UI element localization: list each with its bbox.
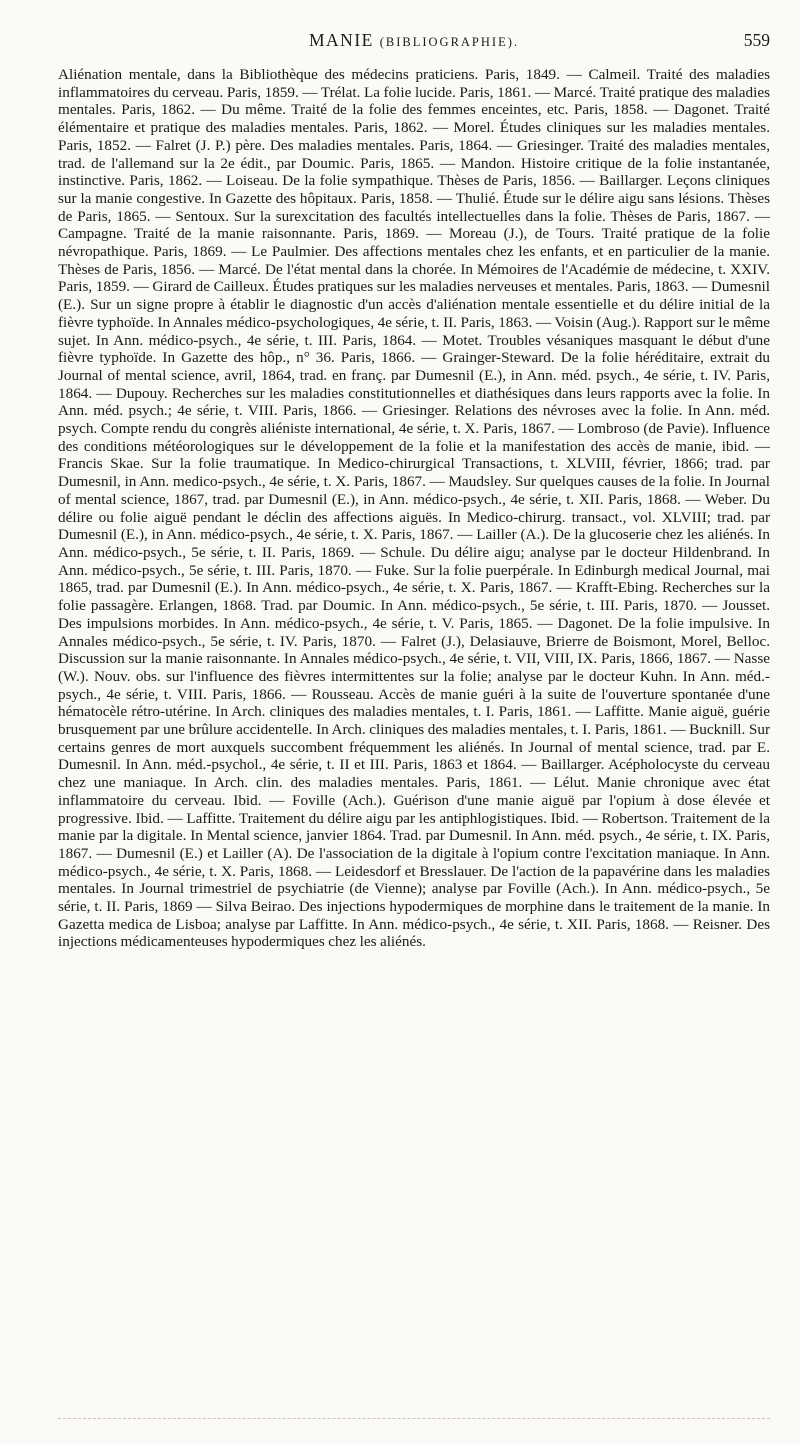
bibliography-paragraph: Aliénation mentale, dans la Bibliothèque des médecins praticiens. Paris, 1849. — Calmeil. Traité des maladies inflammatoires du cerveau. Paris, 1859. — Trélat. La folie lucide. Paris, 1861. — Marcé. Traité pratique des maladies mentales. Paris, 1862. — Du même. Traité de la folie des femmes enceintes, etc. Paris, 1858. — Dagonet. Traité élémentaire et pratique des maladies mentales. Paris, 1862. — Morel. Études cliniques sur les maladies mentales. Paris, 1852. — Falret (J. P.) père. Des maladies mentales. Paris, 1864. — Griesinger. Traité des maladies mentales, trad. de l'allemand sur la 2e édit., par Doumic. Paris, 1865. — Mandon. Histoire critique de la folie instantanée, instinctive. Paris, 1862. — Loiseau. De la folie sympathique. Thèses de Paris, 1856. — Baillarger. Leçons cliniques sur la manie congestive. In Gazette des hôpitaux. Paris, 1858. — Thulié. Étude sur le délire aigu sans lésions. Thèses de Paris, 1865. — Sentoux. Sur la surexcitation des facultés intellectuelles dans la folie. Thèses de Paris, 1867. — Campagne. Traité de la manie raisonnante. Paris, 1869. — Moreau (J.), de Tours. Traité pratique de la folie névropathique. Paris, 1869. — Le Paulmier. Des affections mentales chez les enfants, et en particulier de la manie. Thèses de Paris, 1856. — Marcé. De l'état mental dans la chorée. In Mémoires de l'Académie de médecine, t. XXIV. Paris, 1859. — Girard de Cailleux. Études pratiques sur les maladies nerveuses et mentales. Paris, 1863. — Dumesnil (E.). Sur un signe propre à établir le diagnostic d'un accès d'aliénation mentale essentielle et du délire initial de la fièvre typhoïde. In Annales médico-psychologiques, 4e série, t. II. Paris, 1863. — Voisin (Aug.). Rapport sur le même sujet. In Ann. médico-psych., 4e série, t. III. Paris, 1864. — Motet. Troubles vésaniques masquant le début d'une fièvre typhoïde. In Gazette des hôp., n° 36. Paris, 1866. — Grainger-Steward. De la folie héréditaire, extrait du Journal of mental science, avril, 1864, trad. en franç. par Dumesnil (E.), in Ann. méd. psych., 4e série, t. IV. Paris, 1864. — Dupouy. Recherches sur les maladies constitutionnelles et diathésiques dans leurs rapports avec la folie. In Ann. méd. psych.; 4e série, t. VIII. Paris, 1866. — Griesinger. Relations des névroses avec la folie. In Ann. méd. psych. Compte rendu du congrès aliéniste international, 4e série, t. X. Paris, 1867. — Lombroso (de Pavie). Influence des conditions météorologiques sur le développement de la folie et la manifestation des accès de manie, ibid. — Francis Skae. Sur la folie traumatique. In Medico-chirurgical Transactions, t. XLVIII, février, 1866; trad. par Dumesnil, in Ann. medico-psych., 4e série, t. X. Paris, 1867. — Maudsley. Sur quelques causes de la folie. In Journal of mental science, 1867, trad. par Dumesnil (E.), in Ann. médico-psych., 4e série, t. XII. Paris, 1868. — Weber. Du délire ou folie aiguë pendant le déclin des affections aiguës. In Medico-chirurg. transact., vol. XLVIII; trad. par Dumesnil (E.), in Ann. médico-psych., 4e série, t. X. Paris, 1867. — Lailler (A.). De la glucoserie chez les aliénés. In Ann. médico-psych., 5e série, t. II. Paris, 1869. — Schule. Du délire aigu; analyse par le docteur Hildenbrand. In Ann. médico-psych., 5e série, t. III. Paris, 1870. — Fuke. Sur la folie puerpérale. In Edinburgh medical Journal, mai 1865, trad. par Dumesnil (E.). In Ann. médico-psych., 4e série, t. X. Paris, 1867. — Krafft-Ebing. Recherches sur la folie passagère. Erlangen, 1868. Trad. par Doumic. In Ann. médico-psych., 5e série, t. III. Paris, 1870. — Jousset. Des impulsions morbides. In Ann. médico-psych., 4e série, t. V. Paris, 1865. — Dagonet. De la folie impulsive. In Annales médico-psych., 5e série, t. IV. Paris, 1870. — Falret (J.), Delasiauve, Brierre de Boismont, Morel, Belloc. Discussion sur la manie raisonnante. In Annales médico-psych., 4e série, t. VII, VIII, IX. Paris, 1866, 1867. — Nasse (W.). Nouv. obs. sur l'influence des fièvres intermittentes sur la folie; analyse par le docteur Kuhn. In Ann. méd.-psych., 4e série, t. VIII. Paris, 1866. — Rousseau. Accès de manie guéri à la suite de l'ouverture spontanée d'une hématocèle rétro-utérine. In Arch. cliniques des maladies mentales, t. I. Paris, 1861. — Laffitte. Manie aiguë, guérie brusquement par une brûlure accidentelle. In Arch. cliniques des maladies mentales, t. I. Paris, 1861. — Bucknill. Sur certains genres de mort auxquels succombent fréquemment les aliénés. In Journal of mental science, trad. par E. Dumesnil. In Ann. méd.-psychol., 4e série, t. II et III. Paris, 1863 et 1864. — Baillarger. Acépholocyste du cerveau chez une maniaque. In Arch. clin. des maladies mentales. Paris, 1861. — Lélut. Manie chronique avec état inflammatoire du cerveau. Ibid. — Foville (Ach.). Guérison d'une manie aiguë par l'opium à dose élevée et progressive. Ibid. — Laffitte. Traitement du délire aigu par les antiphlogistiques. Ibid. — Robertson. Traitement de la manie par la digitale. In Mental science, janvier 1864. Trad. par Dumesnil. In Ann. méd. psych., 4e série, t. IX. Paris, 1867. — Dumesnil (E.) et Lailler (A). De l'association de la digitale à l'opium contre l'excitation maniaque. In Ann. médico-psych., 4e série, t. X. Paris, 1868. — Leidesdorf et Bresslauer. De l'action de la papavérine dans les maladies mentales. In Journal trimestriel de psychiatrie (de Vienne); analyse par Foville (Ach.). In Ann. médico-psych., 5e série, t. II. Paris, 1869 — Silva Beirao. Des injections hypodermiques de morphine dans le traitement de la manie. In Gazetta medica de Lisboa; analyse par Laffitte. In Ann. médico-psych., 4e série, t. XII. Paris, 1868. — Reisner. Des injections médicamenteuses hypodermiques chez les aliénés. [58,66,770,951]
running-head-title: MANIE [308,30,374,50]
running-head [58,30,770,51]
footer-rule [58,1418,770,1420]
running-head-subtitle: (BIBLIOGRAPHIE). [379,35,520,49]
bibliography-text [58,66,770,951]
page-number: 559 [743,30,770,50]
page-header [58,30,770,58]
